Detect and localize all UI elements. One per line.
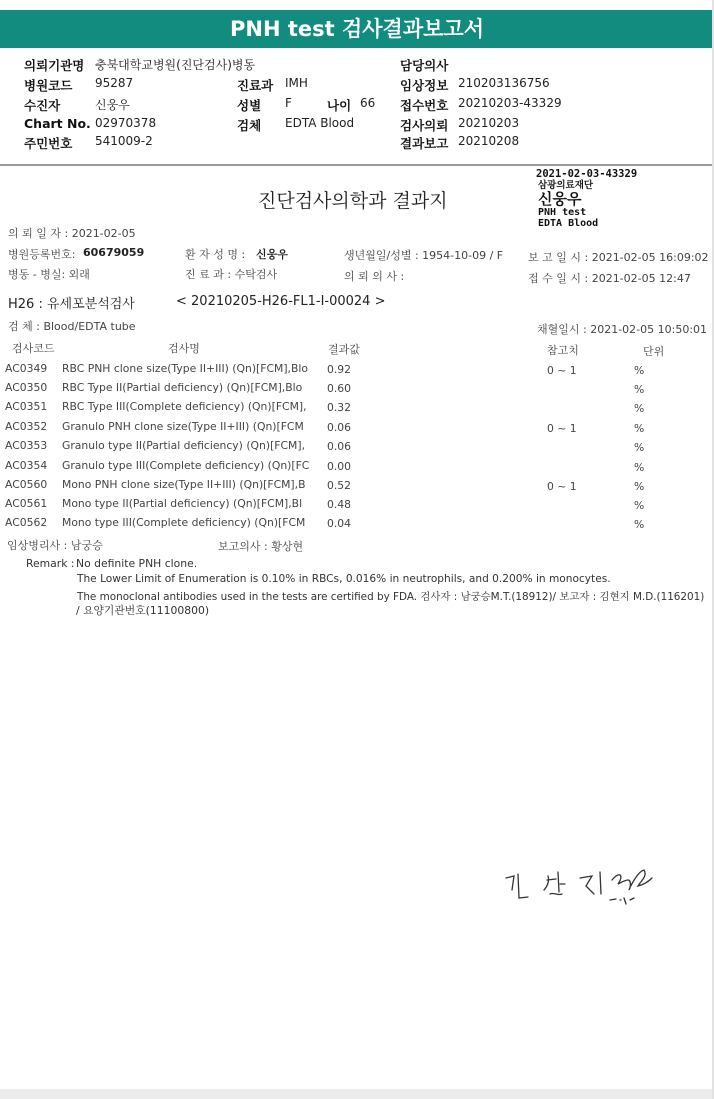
row-code: AC0354 (5, 459, 48, 472)
age-label: 나이 (327, 98, 352, 113)
stamp-receipt: 2021-02-03-43329 (536, 168, 638, 180)
row-unit: % (634, 402, 645, 415)
col-header-name: 검사명 (168, 342, 200, 355)
row-name: RBC PNH clone size(Type II+III) (Qn)[FCM],Blo (62, 362, 308, 375)
birth-sex: 생년월일/성별 : 1954-10-09 / F (344, 249, 504, 262)
row-name: Mono PNH clone size(Type II+III) (Qn)[FCM],B (62, 478, 306, 491)
reg-no-value: 60679059 (83, 246, 145, 259)
row-code: AC0562 (5, 516, 48, 529)
col-header-result: 결과값 (328, 343, 360, 356)
row-name: Mono type II(Partial deficiency) (Qn)[FCM],Bl (62, 497, 303, 510)
row-code: AC0560 (5, 478, 48, 491)
sex-value: F (285, 96, 292, 110)
row-name: Mono type III(Complete deficiency) (Qn)[FCM (62, 516, 306, 529)
report-date-label: 결과보고 (400, 136, 449, 151)
row-result: 0.48 (327, 498, 352, 511)
row-code: AC0350 (5, 381, 48, 394)
summary-divider (0, 164, 714, 166)
row-result: 0.04 (327, 517, 352, 530)
report-datetime: 보 고 일 시 : 2021-02-05 16:09:02 (528, 251, 709, 264)
section-code: H26 : 유세포분석검사 (8, 297, 135, 312)
row-unit: % (634, 518, 645, 531)
reg-no-label: 병원등록번호: (8, 248, 76, 261)
summary-panel (0, 52, 714, 164)
row-result: 0.52 (327, 479, 352, 492)
collection-datetime: 채혈일시 : 2021-02-05 10:50:01 (537, 323, 708, 336)
receipt-label: 접수번호 (400, 98, 449, 113)
col-header-code: 검사코드 (12, 342, 55, 355)
patient-name-label: 환 자 성 명 : (185, 248, 246, 261)
row-reference: 0 ~ 1 (547, 480, 577, 493)
stamp-specimen: EDTA Blood (538, 218, 599, 230)
request-date-label: 검사의뢰 (400, 118, 449, 133)
row-result: 0.92 (327, 363, 352, 376)
page-footer-bar (0, 1089, 714, 1099)
report-title: 진단검사의학과 결과지 (258, 190, 448, 212)
row-code: AC0353 (5, 439, 48, 452)
stamp-test: PNH test (538, 207, 587, 219)
row-unit: % (634, 480, 645, 493)
clinical-value: 210203136756 (458, 76, 550, 90)
remark-line-2: The Lower Limit of Enumeration is 0.10% in RBCs, 0.016% in neutrophils, and 0.200% in monocytes. (77, 573, 611, 585)
clinic-department: 진 료 과 : 수탁검사 (185, 268, 278, 281)
row-unit: % (634, 461, 645, 474)
department-value: IMH (285, 76, 308, 90)
report-banner-title: PNH test 검사결과보고서 (0, 10, 714, 48)
id-label: 주민번호 (24, 136, 73, 151)
row-result: 0.06 (327, 421, 352, 434)
department-label: 진료과 (237, 78, 274, 93)
row-unit: % (634, 422, 645, 435)
requester-value: 충북대학교병원(진단검사)병동 (95, 58, 256, 72)
doctor-label: 담당의사 (400, 58, 449, 73)
row-result: 0.00 (327, 460, 352, 473)
doctor-signature (500, 862, 670, 912)
section-id: < 20210205-H26-FL1-I-00024 > (176, 294, 386, 309)
clinical-label: 임상정보 (400, 78, 449, 93)
row-name: RBC Type II(Partial deficiency) (Qn)[FCM],Blo (62, 381, 303, 394)
chart-value: 02970378 (95, 116, 157, 130)
specimen-type: 검 체 : Blood/EDTA tube (8, 320, 136, 333)
specimen-value: EDTA Blood (285, 116, 355, 130)
row-reference: 0 ~ 1 (547, 364, 577, 377)
requesting-doctor: 의 뢰 의 사 : (344, 270, 405, 283)
age-value: 66 (360, 96, 376, 110)
hospital-code-value: 95287 (95, 76, 134, 90)
specimen-stamp (536, 169, 637, 229)
remark-label: Remark : (26, 557, 75, 570)
stamp-lab: 삼광의료재단 (538, 179, 594, 191)
pathologist: 임상병리사 : 남궁승 (7, 539, 103, 552)
row-name: Granulo PNH clone size(Type II+III) (Qn)[FCM (62, 420, 304, 433)
reporting-doctor: 보고의사 : 황상현 (218, 540, 304, 553)
receipt-value: 20210203-43329 (458, 96, 562, 110)
remark-line-3: The monoclonal antibodies used in the tests are certified by FDA. 검사자 : 남궁승M.T.(18912)/ 보고자 : 김현지 M.D.(116201) (77, 591, 705, 603)
row-result: 0.60 (327, 382, 352, 395)
col-header-unit: 단위 (643, 345, 665, 358)
patient-value: 신웅우 (95, 98, 130, 112)
col-header-reference: 참고치 (547, 344, 579, 357)
row-code: AC0349 (5, 362, 48, 375)
row-unit: % (634, 499, 645, 512)
patient-label: 수진자 (24, 98, 61, 113)
hospital-code-label: 병원코드 (24, 78, 73, 93)
row-result: 0.06 (327, 440, 352, 453)
row-reference: 0 ~ 1 (547, 422, 577, 435)
row-name: Granulo type II(Partial deficiency) (Qn)[FCM], (62, 439, 306, 452)
row-name: RBC Type III(Complete deficiency) (Qn)[FCM], (62, 400, 307, 413)
sex-label: 성별 (237, 98, 262, 113)
row-unit: % (634, 383, 645, 396)
row-unit: % (634, 364, 645, 377)
remark-line-4: / 요양기관번호(11100800) (76, 604, 210, 617)
row-result: 0.32 (327, 401, 352, 414)
id-value: 541009-2 (95, 134, 153, 148)
row-code: AC0352 (5, 420, 48, 433)
ward-room: 병동 - 병실: 외래 (8, 268, 90, 281)
row-unit: % (634, 441, 645, 454)
specimen-label: 검체 (237, 118, 262, 133)
row-code: AC0561 (5, 497, 48, 510)
remark-line-1: No definite PNH clone. (76, 557, 198, 570)
stamp-patient: 신웅우 (538, 189, 582, 208)
patient-name-value: 신웅우 (256, 248, 288, 261)
report-date-value: 20210208 (458, 134, 520, 148)
row-code: AC0351 (5, 400, 48, 413)
request-date: 의 뢰 일 자 : 2021-02-05 (8, 227, 136, 240)
request-date-value: 20210203 (458, 116, 520, 130)
chart-label: Chart No. (24, 116, 91, 131)
receipt-datetime: 접 수 일 시 : 2021-02-05 12:47 (528, 272, 691, 285)
row-name: Granulo type III(Complete deficiency) (Qn)[FC (62, 459, 310, 472)
requester-label: 의뢰기관명 (24, 58, 85, 73)
